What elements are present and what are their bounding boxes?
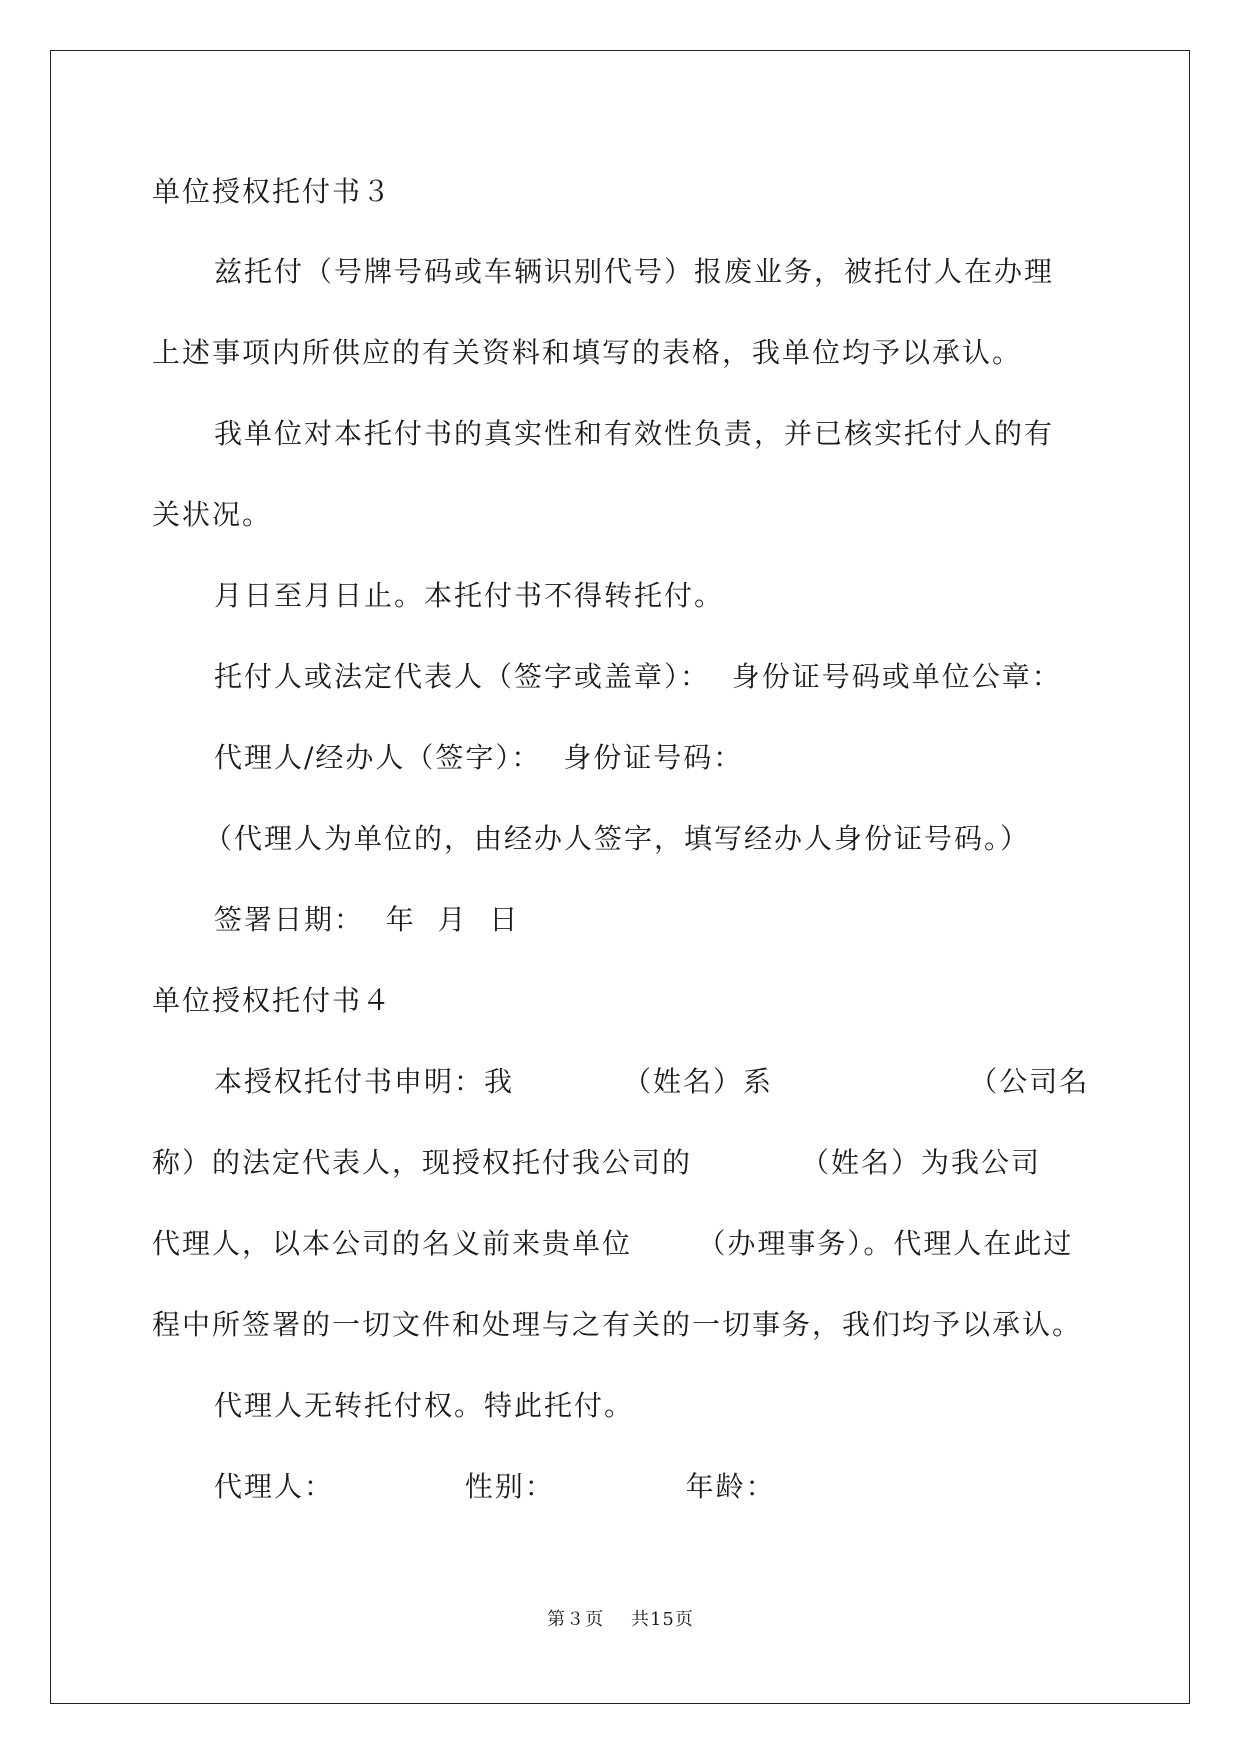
section-4-agent-info-line: 代理人： 性别： 年龄：: [214, 1470, 776, 1503]
page-total: 共15页: [630, 1609, 694, 1630]
section-3-paragraph-1-line-2: 上述事项内所供应的有关资料和填写的表格，我单位均予以承认。: [152, 336, 1023, 369]
section-4-paragraph-1-line-3: 代理人，以本公司的名义前来贵单位 （办理事务）。代理人在此过: [152, 1227, 1074, 1260]
section-4-paragraph-1-line-2: 称）的法定代表人，现授权托付我公司的 （姓名）为我公司: [152, 1146, 1042, 1179]
section-4-paragraph-1-line-1: 本授权托付书申明：我 （姓名）系 （公司名: [214, 1065, 1090, 1098]
section-3-principal-signature-line: 托付人或法定代表人（签字或盖章）： 身份证号码或单位公章：: [214, 660, 1062, 693]
section-4-no-subdelegation: 代理人无转托付权。特此托付。: [214, 1389, 635, 1422]
page-border: [50, 50, 1190, 1704]
section-3-agent-note: （代理人为单位的，由经办人签字，填写经办人身份证号码。）: [204, 822, 1031, 855]
section-3-heading: 单位授权托付书３: [152, 175, 393, 208]
section-3-signing-date: 签署日期： 年 月 日: [214, 903, 520, 936]
section-3-paragraph-2-line-1: 我单位对本托付书的真实性和有效性负责，并已核实托付人的有: [214, 417, 1055, 450]
section-3-agent-signature-line: 代理人/经办人（签字）： 身份证号码：: [214, 741, 744, 774]
section-4-paragraph-1-line-4: 程中所签署的一切文件和处理与之有关的一切事务，我们均予以承认。: [152, 1308, 1083, 1341]
page-footer: [0, 1608, 1241, 1632]
section-3-paragraph-1-line-1: 兹托付（号牌号码或车辆识别代号）报废业务，被托付人在办理: [214, 255, 1055, 288]
section-3-paragraph-2-line-2: 关状况。: [152, 498, 273, 531]
section-3-validity-period: 月日至月日止。本托付书不得转托付。: [214, 579, 725, 612]
page-number: 第３页: [547, 1609, 605, 1630]
section-4-heading: 单位授权托付书４: [152, 984, 393, 1017]
